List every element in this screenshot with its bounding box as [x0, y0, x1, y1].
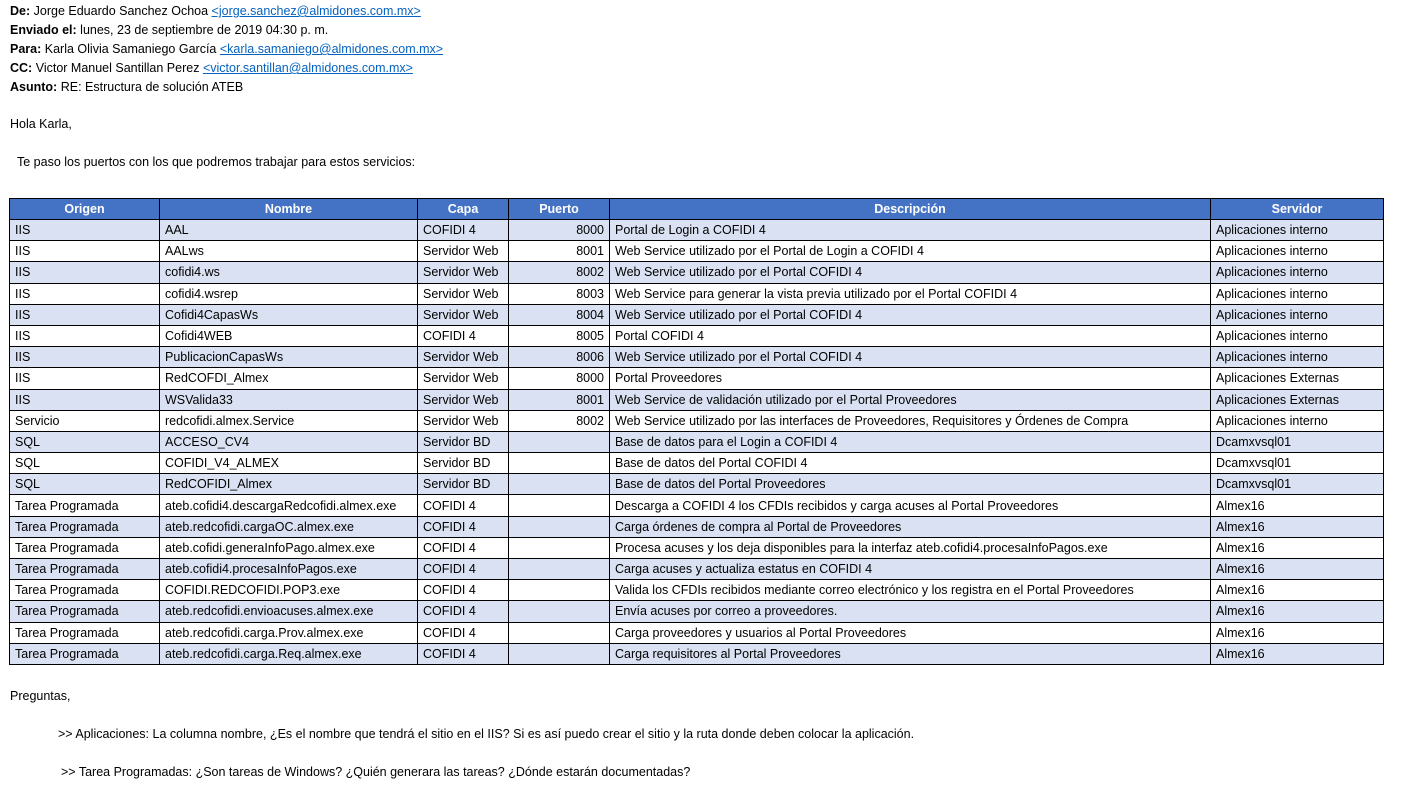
cell-nombre: Cofidi4CapasWs: [160, 304, 418, 325]
cell-capa: COFIDI 4: [418, 220, 509, 241]
cell-origen: SQL: [10, 431, 160, 452]
table-row: [10, 516, 1384, 537]
cc-name: Victor Manuel Santillan Perez: [35, 61, 200, 75]
cell-capa: COFIDI 4: [418, 559, 509, 580]
from-name: Jorge Eduardo Sanchez Ochoa: [33, 4, 209, 18]
col-header-origen: Origen: [10, 199, 160, 220]
col-header-descripcion: Descripción: [610, 199, 1211, 220]
cell-capa: COFIDI 4: [418, 537, 509, 558]
cell-puerto: [509, 474, 610, 495]
table-row: [10, 368, 1384, 389]
cell-servidor: Aplicaciones interno: [1211, 220, 1384, 241]
table-row: [10, 431, 1384, 452]
cell-capa: COFIDI 4: [418, 643, 509, 664]
cell-descripcion: Portal Proveedores: [610, 368, 1211, 389]
question-tareas: >> Tarea Programadas: ¿Son tareas de Windows? ¿Quién generara las tareas? ¿Dónde estarán documentadas?: [61, 765, 691, 779]
cell-capa: COFIDI 4: [418, 622, 509, 643]
cell-puerto: 8005: [509, 325, 610, 346]
cell-puerto: 8000: [509, 220, 610, 241]
question-aplicaciones: >> Aplicaciones: La columna nombre, ¿Es el nombre que tendrá el sitio en el IIS? Si es así puedo crear el sitio y la ruta donde deben colocar la aplicación.: [58, 727, 915, 741]
cell-capa: COFIDI 4: [418, 495, 509, 516]
email-to-line: [10, 40, 443, 59]
cell-capa: Servidor Web: [418, 262, 509, 283]
cell-nombre: ACCESO_CV4: [160, 431, 418, 452]
col-header-puerto: Puerto: [509, 199, 610, 220]
table-row: [10, 262, 1384, 283]
cell-puerto: 8000: [509, 368, 610, 389]
cell-nombre: ateb.redcofidi.carga.Req.almex.exe: [160, 643, 418, 664]
cell-origen: IIS: [10, 220, 160, 241]
cell-puerto: [509, 643, 610, 664]
cell-descripcion: Base de datos para el Login a COFIDI 4: [610, 431, 1211, 452]
cell-descripcion: Web Service utilizado por el Portal COFIDI 4: [610, 262, 1211, 283]
cell-nombre: Cofidi4WEB: [160, 325, 418, 346]
col-header-servidor: Servidor: [1211, 199, 1384, 220]
cell-origen: IIS: [10, 262, 160, 283]
table-row: [10, 241, 1384, 262]
cell-capa: Servidor Web: [418, 241, 509, 262]
cell-nombre: ateb.redcofidi.envioacuses.almex.exe: [160, 601, 418, 622]
cell-origen: Tarea Programada: [10, 559, 160, 580]
col-header-capa: Capa: [418, 199, 509, 220]
cell-nombre: ateb.cofidi4.descargaRedcofidi.almex.exe: [160, 495, 418, 516]
cell-servidor: Aplicaciones interno: [1211, 283, 1384, 304]
cell-nombre: cofidi4.ws: [160, 262, 418, 283]
cell-descripcion: Carga requisitores al Portal Proveedores: [610, 643, 1211, 664]
cell-servidor: Dcamxvsql01: [1211, 431, 1384, 452]
cell-nombre: RedCOFIDI_Almex: [160, 474, 418, 495]
email-sent-line: [10, 21, 328, 40]
cell-servidor: Aplicaciones interno: [1211, 325, 1384, 346]
cell-puerto: 8006: [509, 347, 610, 368]
table-row: [10, 643, 1384, 664]
cell-capa: Servidor Web: [418, 304, 509, 325]
intro-text: Te paso los puertos con los que podremos trabajar para estos servicios:: [17, 155, 416, 169]
table-row: [10, 410, 1384, 431]
cell-origen: Tarea Programada: [10, 601, 160, 622]
cell-puerto: [509, 431, 610, 452]
cell-origen: Tarea Programada: [10, 537, 160, 558]
table-row: [10, 347, 1384, 368]
table-row: [10, 622, 1384, 643]
cell-capa: COFIDI 4: [418, 516, 509, 537]
cell-origen: IIS: [10, 325, 160, 346]
col-header-nombre: Nombre: [160, 199, 418, 220]
cell-servidor: Dcamxvsql01: [1211, 453, 1384, 474]
table-row: [10, 474, 1384, 495]
subject-value: RE: Estructura de solución ATEB: [60, 80, 244, 94]
cell-servidor: Almex16: [1211, 580, 1384, 601]
cell-servidor: Almex16: [1211, 559, 1384, 580]
cell-capa: Servidor BD: [418, 453, 509, 474]
subject-label: Asunto:: [10, 80, 58, 94]
cell-capa: Servidor Web: [418, 347, 509, 368]
sent-label: Enviado el:: [10, 23, 77, 37]
email-cc-line: [10, 59, 413, 78]
cell-puerto: 8002: [509, 410, 610, 431]
cell-servidor: Aplicaciones interno: [1211, 304, 1384, 325]
cell-puerto: [509, 453, 610, 474]
cell-servidor: Almex16: [1211, 495, 1384, 516]
cell-origen: IIS: [10, 368, 160, 389]
cell-nombre: COFIDI_V4_ALMEX: [160, 453, 418, 474]
email-subject-line: [10, 78, 243, 97]
cell-origen: Tarea Programada: [10, 580, 160, 601]
cell-nombre: AAL: [160, 220, 418, 241]
cell-capa: Servidor Web: [418, 283, 509, 304]
table-row: [10, 495, 1384, 516]
cell-descripcion: Base de datos del Portal Proveedores: [610, 474, 1211, 495]
table-row: [10, 220, 1384, 241]
questions-title: Preguntas,: [10, 689, 71, 703]
cell-descripcion: Carga proveedores y usuarios al Portal Proveedores: [610, 622, 1211, 643]
cell-descripcion: Base de datos del Portal COFIDI 4: [610, 453, 1211, 474]
cell-servidor: Aplicaciones interno: [1211, 262, 1384, 283]
cell-nombre: redcofidi.almex.Service: [160, 410, 418, 431]
cell-origen: SQL: [10, 474, 160, 495]
cell-capa: COFIDI 4: [418, 580, 509, 601]
cell-descripcion: Carga órdenes de compra al Portal de Proveedores: [610, 516, 1211, 537]
cell-puerto: 8001: [509, 241, 610, 262]
cell-servidor: Almex16: [1211, 516, 1384, 537]
cell-capa: Servidor BD: [418, 431, 509, 452]
cell-servidor: Aplicaciones interno: [1211, 241, 1384, 262]
ports-table: [9, 198, 1384, 665]
from-email-link[interactable]: <jorge.sanchez@almidones.com.mx>: [211, 4, 421, 18]
cell-puerto: [509, 601, 610, 622]
cell-capa: Servidor BD: [418, 474, 509, 495]
cell-capa: COFIDI 4: [418, 325, 509, 346]
cell-puerto: [509, 580, 610, 601]
cell-servidor: Almex16: [1211, 601, 1384, 622]
table-row: [10, 537, 1384, 558]
table-row: [10, 559, 1384, 580]
cell-puerto: 8003: [509, 283, 610, 304]
cell-puerto: [509, 622, 610, 643]
cell-servidor: Almex16: [1211, 622, 1384, 643]
cell-puerto: [509, 495, 610, 516]
cell-capa: Servidor Web: [418, 389, 509, 410]
cell-origen: Servicio: [10, 410, 160, 431]
cell-descripcion: Portal COFIDI 4: [610, 325, 1211, 346]
cell-origen: IIS: [10, 389, 160, 410]
to-name: Karla Olivia Samaniego García: [44, 42, 217, 56]
cell-capa: Servidor Web: [418, 410, 509, 431]
table-row: [10, 453, 1384, 474]
cell-origen: IIS: [10, 304, 160, 325]
cell-origen: Tarea Programada: [10, 643, 160, 664]
cell-origen: Tarea Programada: [10, 622, 160, 643]
cell-descripcion: Procesa acuses y los deja disponibles para la interfaz ateb.cofidi4.procesaInfoPagos.exe: [610, 537, 1211, 558]
cell-nombre: AALws: [160, 241, 418, 262]
cell-descripcion: Web Service utilizado por el Portal COFIDI 4: [610, 304, 1211, 325]
table-row: [10, 325, 1384, 346]
cell-origen: IIS: [10, 283, 160, 304]
cc-email-link[interactable]: <victor.santillan@almidones.com.mx>: [202, 61, 413, 75]
cell-descripcion: Web Service utilizado por las interfaces de Proveedores, Requisitores y Órdenes de Compra: [610, 410, 1211, 431]
cell-nombre: cofidi4.wsrep: [160, 283, 418, 304]
email-from-line: [10, 2, 421, 21]
from-label: De:: [10, 4, 31, 18]
cell-descripcion: Envía acuses por correo a proveedores.: [610, 601, 1211, 622]
cell-capa: COFIDI 4: [418, 601, 509, 622]
cell-descripcion: Descarga a COFIDI 4 los CFDIs recibidos y carga acuses al Portal Proveedores: [610, 495, 1211, 516]
cc-label: CC:: [10, 61, 33, 75]
table-row: [10, 283, 1384, 304]
cell-servidor: Aplicaciones Externas: [1211, 389, 1384, 410]
cell-servidor: Almex16: [1211, 537, 1384, 558]
cell-descripcion: Web Service utilizado por el Portal COFIDI 4: [610, 347, 1211, 368]
cell-descripcion: Portal de Login a COFIDI 4: [610, 220, 1211, 241]
cell-nombre: COFIDI.REDCOFIDI.POP3.exe: [160, 580, 418, 601]
table-row: [10, 601, 1384, 622]
cell-servidor: Aplicaciones interno: [1211, 410, 1384, 431]
to-email-link[interactable]: <karla.samaniego@almidones.com.mx>: [219, 42, 444, 56]
cell-descripcion: Web Service para generar la vista previa utilizado por el Portal COFIDI 4: [610, 283, 1211, 304]
table-row: [10, 304, 1384, 325]
cell-capa: Servidor Web: [418, 368, 509, 389]
cell-puerto: [509, 516, 610, 537]
cell-puerto: 8004: [509, 304, 610, 325]
cell-origen: IIS: [10, 347, 160, 368]
cell-nombre: ateb.redcofidi.carga.Prov.almex.exe: [160, 622, 418, 643]
sent-value: lunes, 23 de septiembre de 2019 04:30 p. m.: [80, 23, 329, 37]
cell-puerto: 8001: [509, 389, 610, 410]
cell-puerto: [509, 537, 610, 558]
table-header-row: [10, 199, 1384, 220]
to-label: Para:: [10, 42, 42, 56]
cell-servidor: Aplicaciones interno: [1211, 347, 1384, 368]
cell-puerto: [509, 559, 610, 580]
cell-nombre: ateb.cofidi4.procesaInfoPagos.exe: [160, 559, 418, 580]
cell-nombre: ateb.redcofidi.cargaOC.almex.exe: [160, 516, 418, 537]
table-body: [10, 220, 1384, 665]
table-row: [10, 580, 1384, 601]
cell-origen: IIS: [10, 241, 160, 262]
cell-descripcion: Valida los CFDIs recibidos mediante correo electrónico y los registra en el Portal Proveedores: [610, 580, 1211, 601]
table-row: [10, 389, 1384, 410]
cell-origen: SQL: [10, 453, 160, 474]
cell-servidor: Aplicaciones Externas: [1211, 368, 1384, 389]
cell-descripcion: Web Service de validación utilizado por el Portal Proveedores: [610, 389, 1211, 410]
cell-servidor: Dcamxvsql01: [1211, 474, 1384, 495]
cell-descripcion: Carga acuses y actualiza estatus en COFIDI 4: [610, 559, 1211, 580]
cell-puerto: 8002: [509, 262, 610, 283]
cell-origen: Tarea Programada: [10, 495, 160, 516]
cell-nombre: WSValida33: [160, 389, 418, 410]
cell-nombre: PublicacionCapasWs: [160, 347, 418, 368]
greeting: Hola Karla,: [10, 117, 72, 131]
cell-descripcion: Web Service utilizado por el Portal de Login a COFIDI 4: [610, 241, 1211, 262]
cell-servidor: Almex16: [1211, 643, 1384, 664]
cell-nombre: ateb.cofidi.generaInfoPago.almex.exe: [160, 537, 418, 558]
cell-nombre: RedCOFDI_Almex: [160, 368, 418, 389]
cell-origen: Tarea Programada: [10, 516, 160, 537]
